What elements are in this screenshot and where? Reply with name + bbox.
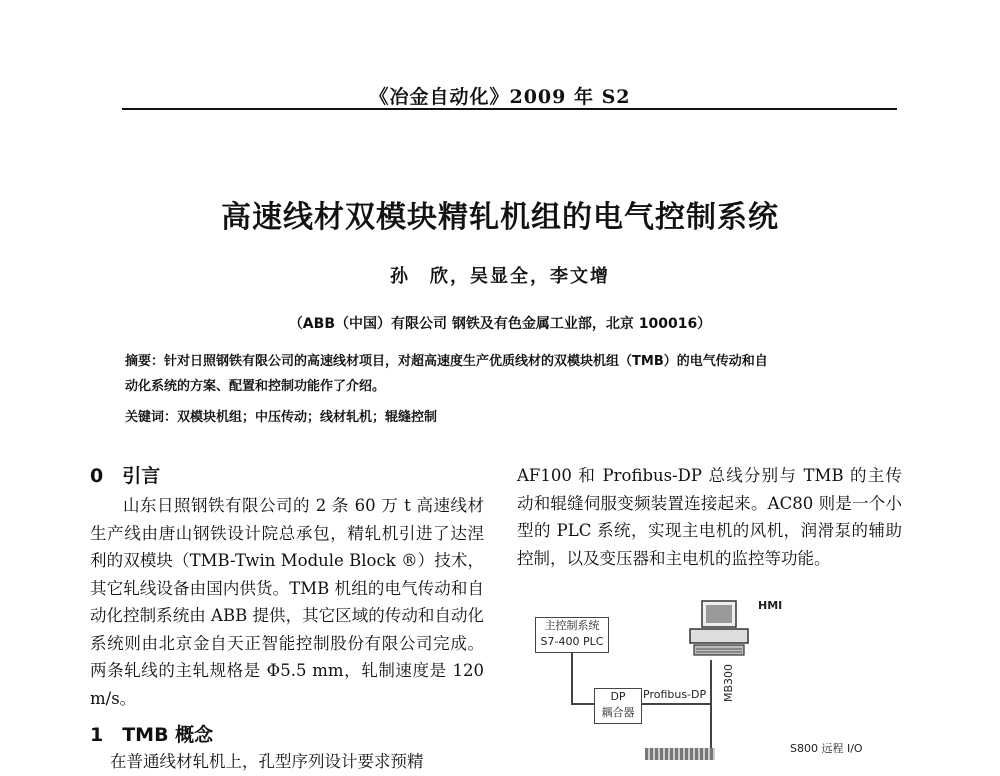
keywords bbox=[125, 405, 880, 431]
connector-plc-dp bbox=[571, 652, 573, 704]
section-1-heading: 1 TMB 概念 bbox=[90, 724, 214, 746]
profibus-label: Profibus-DP bbox=[643, 688, 707, 701]
header-rule bbox=[122, 108, 897, 110]
right-column-body: AF100 和 Profibus-DP 总线分别与 TMB 的主传动和辊缝伺服变频装置连接起来。AC80 则是一个小型的 PLC 系统，实现主电机的风机，润滑泵的辅助控制，以及变压器和主电机的监控等功能。 bbox=[517, 466, 902, 568]
s800-rack bbox=[645, 748, 715, 760]
mb300-label: MB300 bbox=[722, 663, 735, 702]
connector-profibus bbox=[641, 703, 711, 705]
dp-label: DP bbox=[610, 690, 626, 703]
s800-label: S800 远程 I/O bbox=[790, 742, 863, 755]
main-control-system-box bbox=[535, 617, 609, 653]
abstract-line-1 bbox=[125, 349, 880, 375]
abstract-label: 摘要： bbox=[125, 354, 165, 369]
paper-title: 高速线材双模块精轧机组的电气控制系统 bbox=[221, 200, 779, 235]
hmi-label: HMI bbox=[758, 599, 783, 612]
section-0-body: 山东日照钢铁有限公司的 2 条 60 万 t 高速线材生产线由唐山钢铁设计院总承包，精轧机引进了达涅利的双模块（TMB-Twin Module Block ®）技术，其它轧线设备由国内供货。TMB 机组的电气传动和自动化控制系统由 ABB 提供，其它区域的传动和自动化系统则由北京金自天正智能控制股份有限公司完成。两条轧线的主轧规格是 Φ5.5 mm，轧制速度是 120 m/s。 bbox=[90, 496, 484, 708]
abstract-line-2: 动化系统的方案、配置和控制功能作了介绍。 bbox=[125, 379, 386, 394]
dp-coupler-label: 耦合器 bbox=[601, 706, 635, 719]
section-0-heading: 0 引言 bbox=[90, 465, 161, 487]
keywords-text: 双模块机组；中压传动；线材轧机；辊缝控制 bbox=[177, 410, 438, 425]
connector-plc-dp-h bbox=[571, 703, 594, 705]
keywords-label: 关键词： bbox=[125, 410, 178, 425]
affiliation: （ABB（中国）有限公司 钢铁及有色金属工业部，北京 100016） bbox=[288, 316, 712, 332]
mb300-bus-line bbox=[710, 660, 712, 760]
section-1-body-start: 在普通线材轧机上，孔型序列设计要求预精 bbox=[110, 752, 424, 771]
journal-header: 《冶金自动化》2009 年 S2 bbox=[369, 86, 631, 108]
dp-coupler-box bbox=[594, 688, 642, 724]
main-control-plc: S7-400 PLC bbox=[540, 635, 604, 648]
main-control-label: 主控制系统 bbox=[544, 619, 600, 632]
abstract-text-1: 针对日照钢铁有限公司的高速线材项目，对超高速度生产优质线材的双模块机组（TMB）的电气传动和自 bbox=[164, 354, 768, 369]
authors: 孙 欣，吴显全，李文增 bbox=[390, 266, 610, 287]
hmi-workstation-icon bbox=[688, 599, 750, 657]
